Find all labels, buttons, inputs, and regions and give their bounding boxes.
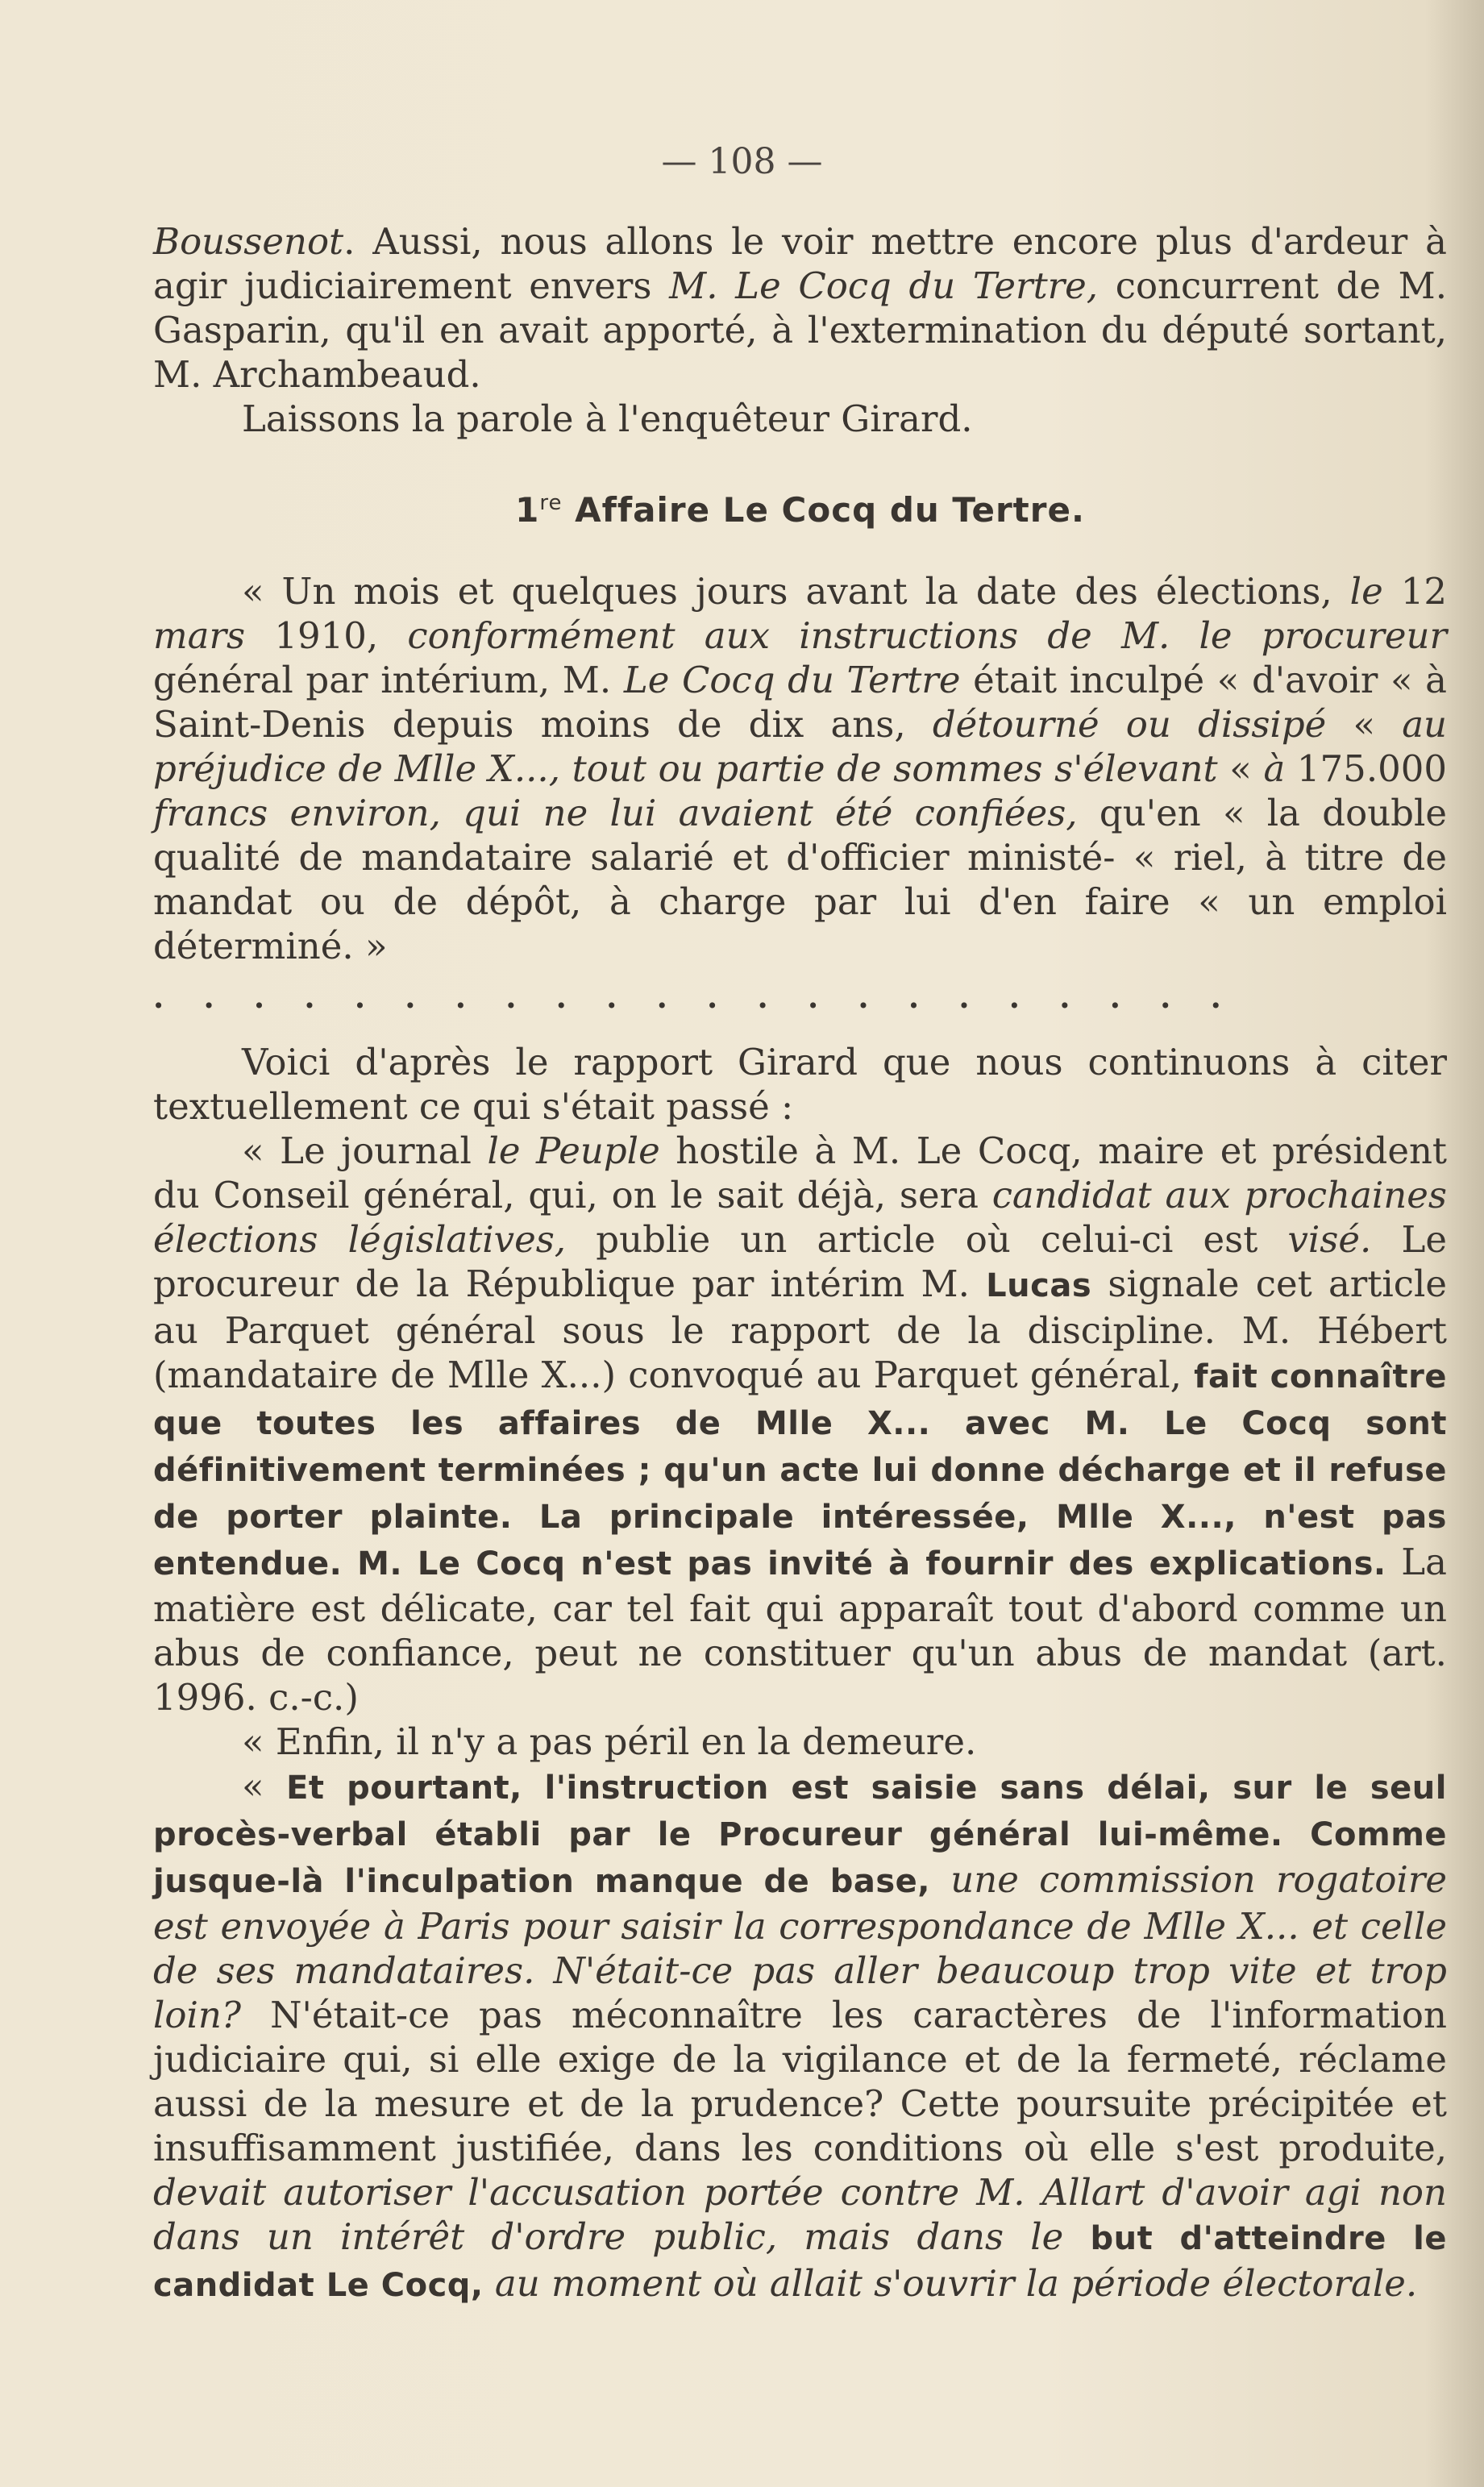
text: « (1217, 747, 1264, 790)
text: La matière est délicate, car tel fait qui apparaît tout d'abord comme un abus de confiance, peut ne constituer qu'un abus de mandat (art. 1996. c.-c.) (153, 1541, 1447, 1719)
italic-text: Le Cocq du Tertre (623, 659, 961, 701)
heading-number: 1 (515, 490, 540, 530)
text: était inculpé « d'avoir « à Saint-Denis depuis moins de dix ans, (153, 659, 1447, 746)
heading-text: Affaire Le Cocq du Tertre. (562, 490, 1085, 530)
italic-text: à (1263, 747, 1286, 790)
text: hostile à M. Le Cocq, maire et président du Conseil général, qui, on le sait déjà, sera (153, 1129, 1448, 1216)
italic-text: au préjudice de Mlle X..., tout ou partie de sommes s'élevant (153, 703, 1448, 790)
italic-text: francs environ, qui ne lui avaient été confiées, (153, 792, 1078, 834)
text: 1910, (245, 614, 408, 657)
italic-text: détourné ou dissipé (932, 703, 1327, 746)
text: 12 (1382, 570, 1447, 613)
text: « (242, 1765, 287, 1807)
paragraph-6: « Enfin, il n'y a pas péril en la demeure. (242, 1720, 977, 1763)
italic-text: une commission rogatoire est envoyée à Paris pour saisir la correspondance de Mlle X... et celle de ses mandataires. N'était-ce pas aller beaucoup trop vite et trop loin? (153, 1858, 1447, 2036)
text: qu'en « la double qualité de mandataire salarié et d'officier ministé- « riel, à titre de mandat ou de dépôt, à charge par lui d'en faire « un emploi déterminé. » (153, 792, 1448, 967)
italic-text: visé. (1287, 1218, 1372, 1261)
text: « Le journal (242, 1129, 488, 1172)
text: concurrent de M. Gasparin, qu'il en avait apporté, à l'extermination du député sortant, M. Archambeaud. (153, 264, 1447, 396)
paragraph-5 (153, 1129, 1447, 1720)
italic-text: candidat aux prochaines élections législatives, (153, 1174, 1447, 1261)
italic-text: conformément aux instructions de M. le procureur (407, 614, 1448, 657)
text: général par intérium, M. (153, 659, 624, 701)
ellipsis-dots: . . . . . . . . . . . . . . . . . . . . . . (153, 979, 1236, 1015)
italic-text: devait autoriser l'accusation portée contre M. Allart d'avoir agi non dans un intérêt d'ordre public, mais dans le (153, 2171, 1447, 2258)
italic-text: le Peuple (487, 1129, 660, 1172)
italic-text: mars (153, 614, 246, 657)
bold-text: Et pourtant, l'instruction est saisie sans délai, sur le seul procès-verbal établi par le Procureur général lui-même. Comme jusque-là l'inculpation manque de base, (153, 1770, 1447, 1900)
section-heading (153, 481, 1447, 532)
text: signale cet article au Parquet général sous le rapport de la discipline. M. Hébert (mandataire de Mlle X...) convoqué au Parquet général, (153, 1262, 1447, 1396)
bold-text: fait connaître que toutes les affaires de Mlle X... avec M. Le Cocq sont définitivement terminées ; qu'un acte lui donne décharge et il refuse de porter plainte. La principale intéressée, Mlle X..., n'est pas entendue. M. Le Cocq n'est pas invité à fournir des explications. (153, 1358, 1447, 1582)
text: Le procureur de la République par intérim M. (153, 1218, 1447, 1305)
page-number: — 108 — (661, 141, 823, 182)
bold-text: but d'atteindre le candidat Le Cocq, (153, 2220, 1447, 2304)
italic-text: Boussenot (153, 220, 344, 263)
text: . Aussi, nous allons le voir mettre encore plus d'ardeur à agir judiciairement envers (153, 220, 1447, 307)
italic-text: le (1349, 570, 1383, 613)
text: N'était-ce pas méconnaître les caractères de l'information judiciaire qui, si elle exige de la vigilance et de la fermeté, réclame aussi de la mesure et de la prudence? Cette poursuite précipitée et insuffisamment justifiée, dans les conditions où elle s'est produite, (153, 1994, 1447, 2169)
paragraph-3 (153, 569, 1447, 968)
text: publie un article où celui-ci est (566, 1218, 1288, 1261)
heading-superscript: re (539, 491, 563, 515)
body-text (153, 219, 1447, 2308)
paragraph-2: Laissons la parole à l'enquêteur Girard. (242, 397, 973, 440)
text: « (1326, 703, 1403, 746)
paragraph-4: Voici d'après le rapport Girard que nous continuons à citer textuellement ce qui s'était passé : (153, 1041, 1447, 1128)
italic-text: au moment où allait s'ouvrir la période électorale. (483, 2262, 1418, 2305)
text: « Un mois et quelques jours avant la date des élections, (242, 570, 1350, 613)
italic-text: M. Le Cocq du Tertre, (669, 264, 1099, 307)
text: 175.000 (1285, 747, 1448, 790)
paragraph-1 (153, 219, 1447, 397)
bold-text: Lucas (986, 1267, 1092, 1304)
paragraph-7 (153, 1764, 1447, 2308)
